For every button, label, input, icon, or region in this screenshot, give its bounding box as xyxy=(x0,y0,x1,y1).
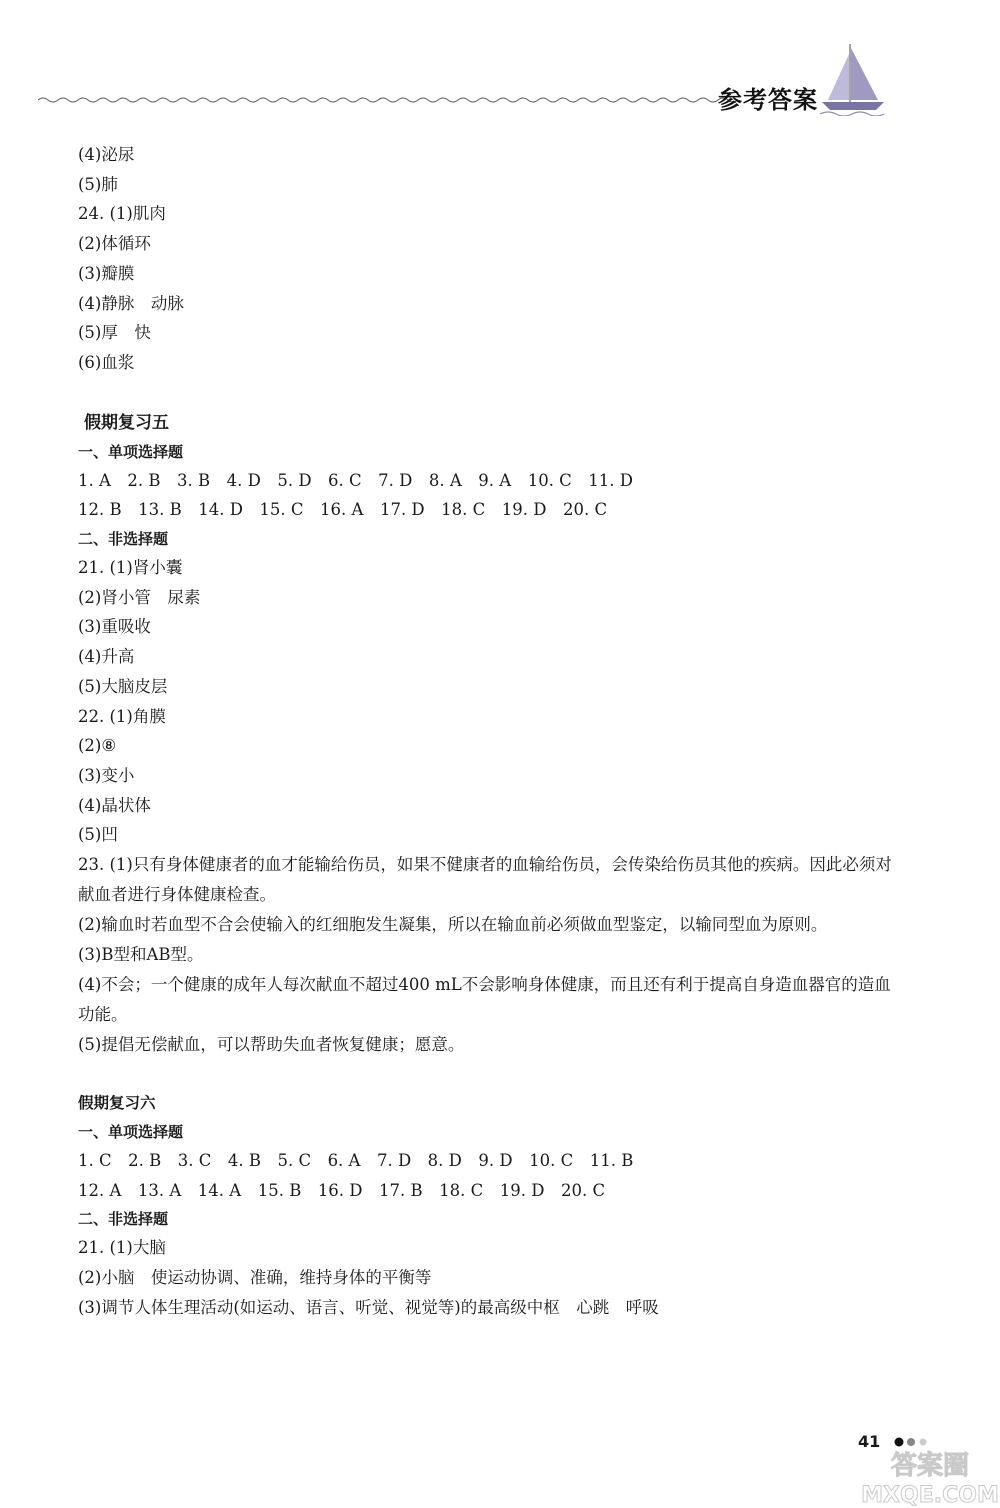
review6-title: 假期复习六 xyxy=(78,1094,156,1113)
answer-line: (2)小脑 使运动协调、准确，维持身体的平衡等 xyxy=(78,1268,432,1288)
answer-line: (6)血浆 xyxy=(78,352,135,372)
sailboat-icon xyxy=(820,42,886,116)
answer-line: 21. (1)大脑 xyxy=(78,1238,166,1258)
review5-part1-title: 一、单项选择题 xyxy=(78,442,184,461)
watermark-logo xyxy=(860,1444,1000,1508)
answer-line: (5)大脑皮层 xyxy=(78,676,168,696)
watermark-url-text: MXQE.COM xyxy=(861,1483,999,1508)
review5-part2-title: 二、非选择题 xyxy=(78,530,169,549)
answer-line: (5)肺 xyxy=(78,174,118,194)
header-wavy-rule xyxy=(38,96,738,104)
answer-line: (3)瓣膜 xyxy=(78,263,135,283)
review6-part2-title: 二、非选择题 xyxy=(78,1210,169,1229)
review6-choice-answers-row-1: 1. C 2. B 3. C 4. B 5. C 6. A 7. D 8. D 9. D 10. C 11. B xyxy=(78,1151,634,1171)
answer-line: (2)⑧ xyxy=(78,736,117,756)
answer-line: (4)升高 xyxy=(78,647,135,667)
review5-choice-answers-row-2: 12. B 13. B 14. D 15. C 16. A 17. D 18. C 19. D 20. C xyxy=(78,500,608,520)
review5-title: 假期复习五 xyxy=(84,412,169,433)
answer-line: 21. (1)肾小囊 xyxy=(78,558,183,578)
review5-choice-answers-row-1: 1. A 2. B 3. B 4. D 5. D 6. C 7. D 8. A 9. A 10. C 11. D xyxy=(78,470,634,490)
answer-paragraph: (2)输血时若血型不合会使输入的红细胞发生凝集，所以在输血前必须做血型鉴定，以输同型血为原则。 xyxy=(78,915,828,935)
answer-line: (5)厚 快 xyxy=(78,323,151,343)
header-title: 参考答案 xyxy=(718,86,818,114)
answer-content xyxy=(78,140,898,1323)
review6-choice-answers-row-2: 12. A 13. A 14. A 15. B 16. D 17. B 18. C 19. D 20. C xyxy=(78,1180,606,1200)
answer-line: (2)体循环 xyxy=(78,234,151,254)
answer-line: (3)重吸收 xyxy=(78,617,151,637)
answer-line: 24. (1)肌肉 xyxy=(78,204,166,224)
answer-line: 22. (1)角膜 xyxy=(78,706,166,726)
top-answer-list xyxy=(78,140,898,378)
review6-part1-title: 一、单项选择题 xyxy=(78,1123,184,1142)
answer-line: (4)泌尿 xyxy=(78,145,135,164)
answer-paragraph: (5)提倡无偿献血，可以帮助失血者恢复健康；愿意。 xyxy=(78,1035,465,1055)
answer-paragraph: (3)B型和AB型。 xyxy=(78,945,204,965)
answer-line: (2)肾小管 尿素 xyxy=(78,587,201,607)
answer-paragraph: (4)不会；一个健康的成年人每次献血不超过400 mL不会影响身体健康，而且还有利于提高自身造血器官的造血功能。 xyxy=(78,975,891,1025)
answer-line: (4)静脉 动脉 xyxy=(78,293,184,313)
answer-line: (4)晶状体 xyxy=(78,795,151,815)
watermark-logo-text: 答案圈 xyxy=(890,1451,970,1481)
answer-line: (3)变小 xyxy=(78,765,135,785)
answer-line: (3)调节人体生理活动(如运动、语言、听觉、视觉等)的最高级中枢 心跳 呼吸 xyxy=(78,1297,659,1317)
page-number: 41 xyxy=(858,1432,881,1451)
answer-paragraph: 23. (1)只有身体健康者的血才能输给伤员，如果不健康者的血输给伤员，会传染给伤员其他的疾病。因此必须对献血者进行身体健康检查。 xyxy=(78,855,892,905)
answer-line: (5)凹 xyxy=(78,825,118,845)
